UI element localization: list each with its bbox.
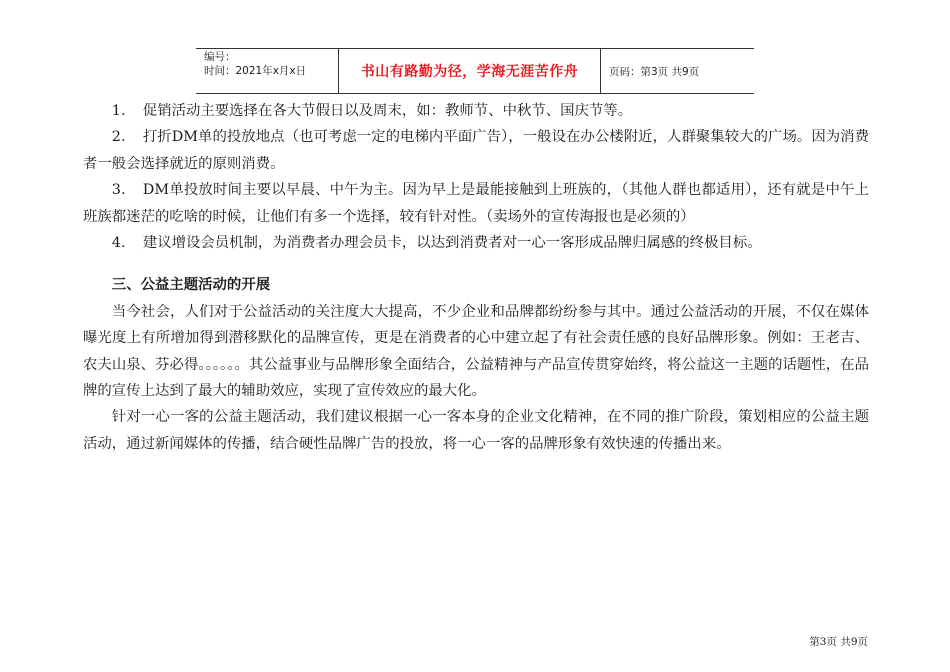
- list-item-number: 2.: [111, 129, 126, 146]
- page-footer: 第3页 共9页: [809, 636, 868, 648]
- document-body: [83, 98, 869, 457]
- list-item-text: DM单投放时间主要以早晨、中午为主。因为早上是最能接触到上班族的，（其他人群也都适用），还有就是中午上班族都迷茫的吃啥的时候，让他们有多一个选择，较有针对性。（卖场外的宣传海报也是必须的）: [83, 182, 869, 225]
- list-item: [83, 98, 869, 124]
- list-item: [83, 124, 869, 177]
- list-item-text: 打折DM单的投放地点（也可考虑一定的电梯内平面广告），一般设在办公楼附近，人群聚集较大的广场。因为消费者一般会选择就近的原则消费。: [83, 129, 869, 172]
- header-motto: 书山有路勤为径，学海无涯苦作舟: [339, 49, 601, 93]
- header-number-label: 编号：: [204, 51, 236, 63]
- list-item-number: 4.: [111, 235, 126, 252]
- list-item-text: 促销活动主要选择在各大节假日以及周末，如：教师节、中秋节、国庆节等。: [142, 103, 633, 119]
- body-paragraph: 当今社会，人们对于公益活动的关注度大大提高，不少企业和品牌都纷纷参与其中。通过公益活动的开展，不仅在媒体曝光度上有所增加得到潜移默化的品牌宣传，更是在消费者的心中建立起了有社会责任感的良好品牌形象。例如：王老吉、农夫山泉、芬必得。。。。。。其公益事业与品牌形象全面结合，公益精神与产品宣传贯穿始终，将公益这一主题的话题性，在品牌的宣传上达到了最大的辅助效应，实现了宣传效应的最大化。: [83, 303, 869, 400]
- header-page-code: 页码：第3页 共9页: [609, 65, 700, 78]
- page-header: [196, 48, 754, 94]
- header-meta: [196, 49, 339, 93]
- list-item-number: 1.: [111, 103, 126, 119]
- list-item: [83, 230, 869, 256]
- list-item: [83, 177, 869, 230]
- list-item-number: 3.: [111, 182, 126, 199]
- header-time-label: 时间：2021年x月x日: [204, 65, 307, 77]
- list-item-text: 建议增设会员机制，为消费者办理会员卡，以达到消费者对一心一客形成品牌归属感的终极目标。: [142, 235, 762, 252]
- section-title: 三、公益主题活动的开展: [111, 277, 271, 294]
- body-paragraph: 针对一心一客的公益主题活动，我们建议根据一心一客本身的企业文化精神，在不同的推广阶段，策划相应的公益主题活动，通过新闻媒体的传播，结合硬性品牌广告的投放，将一心一客的品牌形象有效快速的传播出来。: [83, 409, 869, 452]
